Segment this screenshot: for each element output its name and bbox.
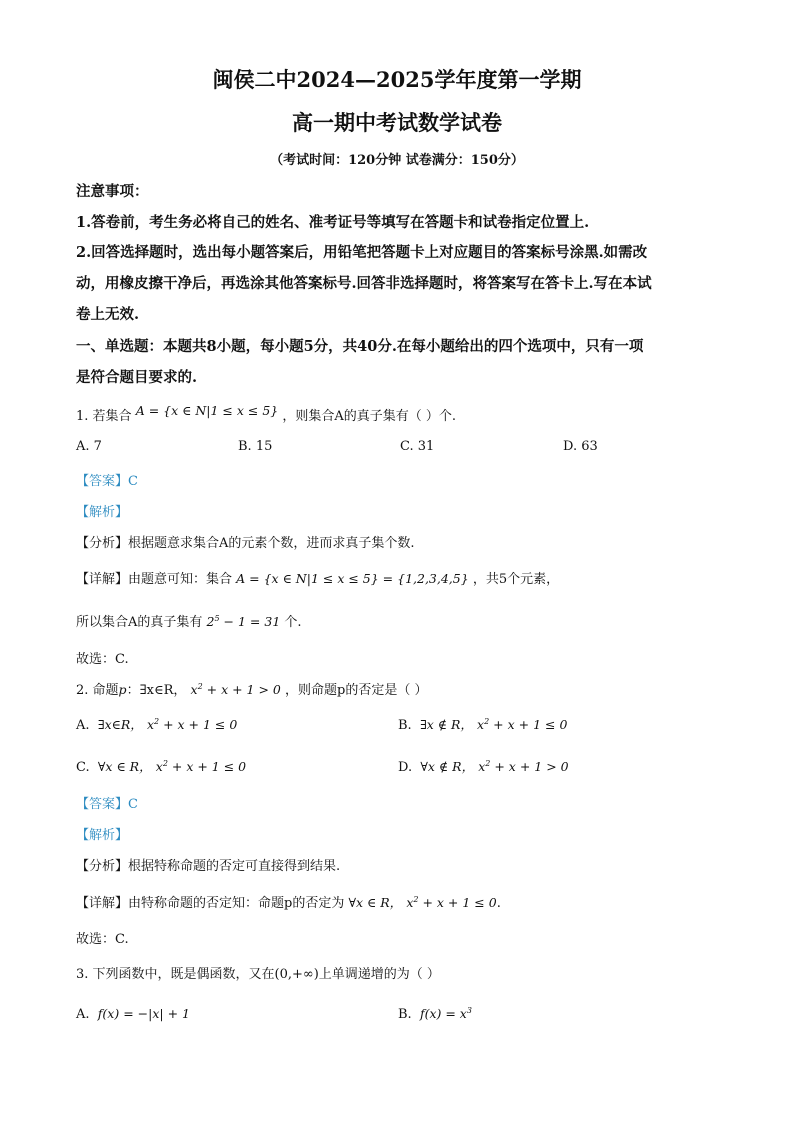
q1-choose: 故选：C. <box>76 652 129 667</box>
q2-stem: 2. 命题p：∃x∈R， $x^2 + x + 1 > 0$ ，则命题p的否定是（ ） <box>76 682 428 698</box>
q2-analysis-label: 【解析】 <box>76 828 129 843</box>
q1-set-expression: A = {x ∈ N|1 ≤ x ≤ 5} <box>135 403 279 418</box>
q2-answer: 【答案】C <box>76 797 138 812</box>
q1-answer: 【答案】C <box>76 474 138 489</box>
q1-option-b: B. 15 <box>238 439 273 454</box>
q1-line2-prefix: 所以集合A的真子集有 <box>76 615 203 630</box>
q1-fenxi: 【分析】根据题意求集合A的元素个数，进而求真子集个数. <box>76 536 415 551</box>
q3-option-a: A. f(x) = −|x| + 1 <box>76 1006 190 1022</box>
q1-detail-suffix: ，共5个元素， <box>472 572 560 587</box>
q1-analysis-label: 【解析】 <box>76 505 129 520</box>
q1-option-d: D. 63 <box>563 439 598 454</box>
q1-detail <box>76 568 559 587</box>
q1-line2 <box>76 611 302 630</box>
q1-stem-suffix: ，则集合A的真子集有（ ）个. <box>282 409 457 424</box>
q1-option-a: A. 7 <box>76 439 102 454</box>
exam-title-line1: 闽侯二中2024—2025学年度第一学期 <box>212 67 582 92</box>
q1-option-c: C. 31 <box>400 439 435 454</box>
q2-option-d: D. ∀x ∉ R， $x^2 + x + 1 > 0$ <box>398 759 569 775</box>
q2-option-b: B. ∃x ∉ R， $x^2 + x + 1 \le 0$ <box>398 717 568 733</box>
q2-detail: 【详解】由特称命题的否定知：命题p的否定为 ∀x ∈ R， $x^2 + x + 1 \le 0$. <box>76 895 501 911</box>
q1-power-expression: $2^5 - 1 = 31$ <box>206 614 281 629</box>
q2-option-a: A. ∃x∈R， $x^2 + x + 1 \le 0$ <box>76 717 238 733</box>
q1-detail-expression: A = {x ∈ N|1 ≤ x ≤ 5} = {1,2,3,4,5} <box>236 571 469 586</box>
q1-stem <box>76 405 456 424</box>
exam-info: （考试时间：120分钟 试卷满分：150分） <box>270 153 524 168</box>
notes-item-2-line1: 2.回答选择题时，选出每小题答案后，用铅笔把答题卡上对应题目的答案标号涂黑.如需改 <box>76 244 648 261</box>
q2-option-c: C. ∀x ∈ R， $x^2 + x + 1 \le 0$ <box>76 759 247 775</box>
section1-heading-line2: 是符合题目要求的. <box>76 369 198 386</box>
q1-line2-suffix: 个. <box>284 615 302 630</box>
section1-heading-line1: 一、单选题：本题共8小题，每小题5分，共40分.在每小题给出的四个选项中，只有一项 <box>76 338 644 355</box>
exam-title-line2: 高一期中考试数学试卷 <box>292 110 502 135</box>
notes-item-1: 1.答卷前，考生务必将自己的姓名、准考证号等填写在答题卡和试卷指定位置上. <box>76 214 590 231</box>
q3-stem: 3. 下列函数中，既是偶函数，又在(0,+∞)上单调递增的为（ ） <box>76 967 440 982</box>
q3-option-b: B. $f(x) = x^3$ <box>398 1006 472 1022</box>
notes-item-2-line3: 卷上无效. <box>76 306 140 323</box>
q2-choose: 故选：C. <box>76 932 129 947</box>
notes-item-2-line2: 动，用橡皮擦干净后，再选涂其他答案标号.回答非选择题时，将答案写在答卡上.写在本试 <box>76 275 652 292</box>
notes-heading: 注意事项： <box>76 183 149 200</box>
q2-fenxi: 【分析】根据特称命题的否定可直接得到结果. <box>76 859 341 874</box>
q1-stem-prefix: 1. 若集合 <box>76 409 132 424</box>
q1-detail-prefix: 【详解】由题意可知：集合 <box>76 572 233 587</box>
